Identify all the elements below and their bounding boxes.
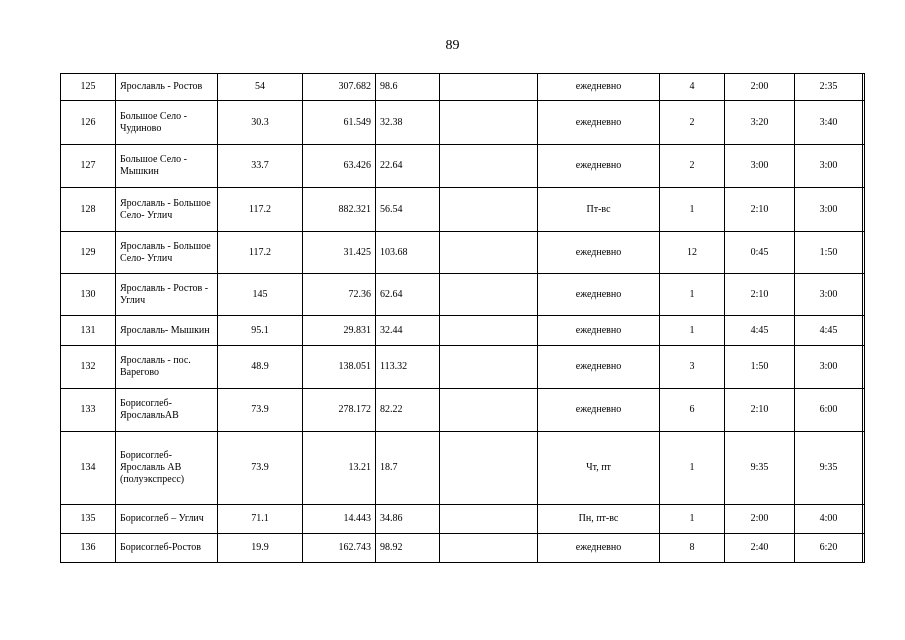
table-row — [61, 74, 865, 101]
route-empty-cell — [440, 188, 538, 232]
route-number: 126 — [61, 101, 116, 145]
route-distance: 33.7 — [218, 145, 303, 188]
route-empty-cell — [440, 346, 538, 389]
route-time-max: 1:50 — [795, 232, 863, 274]
route-value: 18.7 — [376, 432, 440, 505]
route-empty-cell — [440, 505, 538, 534]
table-row — [61, 316, 865, 346]
route-name: Большое Село - Чудиново — [116, 101, 218, 145]
route-time-min: 2:00 — [725, 505, 795, 534]
table-row — [61, 232, 865, 274]
route-time-min: 2:40 — [725, 534, 795, 563]
route-value: 31.425 — [303, 232, 376, 274]
route-frequency: Чт, пт — [538, 432, 660, 505]
route-value: 98.6 — [376, 74, 440, 101]
route-time-max: 4:00 — [795, 505, 863, 534]
route-extra-cell — [863, 316, 865, 346]
route-trip-count: 1 — [660, 432, 725, 505]
route-empty-cell — [440, 274, 538, 316]
route-time-max: 3:00 — [795, 145, 863, 188]
route-name: Ярославль - Большое Село- Углич — [116, 188, 218, 232]
route-time-max: 6:20 — [795, 534, 863, 563]
route-frequency: ежедневно — [538, 346, 660, 389]
route-time-min: 3:00 — [725, 145, 795, 188]
route-distance: 95.1 — [218, 316, 303, 346]
route-value: 32.44 — [376, 316, 440, 346]
route-extra-cell — [863, 432, 865, 505]
route-value: 61.549 — [303, 101, 376, 145]
route-extra-cell — [863, 101, 865, 145]
route-name: Ярославль - Ростов - Углич — [116, 274, 218, 316]
route-empty-cell — [440, 432, 538, 505]
route-extra-cell — [863, 145, 865, 188]
route-value: 56.54 — [376, 188, 440, 232]
route-time-max: 3:40 — [795, 101, 863, 145]
route-trip-count: 8 — [660, 534, 725, 563]
route-value: 82.22 — [376, 389, 440, 432]
route-distance: 145 — [218, 274, 303, 316]
route-empty-cell — [440, 101, 538, 145]
route-frequency: ежедневно — [538, 145, 660, 188]
route-number: 127 — [61, 145, 116, 188]
route-time-min: 2:10 — [725, 274, 795, 316]
route-value: 14.443 — [303, 505, 376, 534]
route-number: 131 — [61, 316, 116, 346]
route-empty-cell — [440, 74, 538, 101]
route-name: Ярославль - пос. Варегово — [116, 346, 218, 389]
page-number: 89 — [445, 38, 460, 53]
route-value: 32.38 — [376, 101, 440, 145]
route-distance: 71.1 — [218, 505, 303, 534]
route-value: 138.051 — [303, 346, 376, 389]
route-distance: 19.9 — [218, 534, 303, 563]
route-time-max: 4:45 — [795, 316, 863, 346]
route-extra-cell — [863, 188, 865, 232]
route-frequency: Пт-вс — [538, 188, 660, 232]
route-time-min: 2:10 — [725, 188, 795, 232]
route-frequency: ежедневно — [538, 232, 660, 274]
route-distance: 117.2 — [218, 232, 303, 274]
route-time-max: 2:35 — [795, 74, 863, 101]
route-empty-cell — [440, 389, 538, 432]
route-number: 128 — [61, 188, 116, 232]
route-trip-count: 2 — [660, 145, 725, 188]
route-number: 136 — [61, 534, 116, 563]
route-extra-cell — [863, 232, 865, 274]
route-trip-count: 6 — [660, 389, 725, 432]
route-name: Борисоглеб- Ярославль АВ (полуэкспресс) — [116, 432, 218, 505]
route-value: 98.92 — [376, 534, 440, 563]
route-trip-count: 2 — [660, 101, 725, 145]
route-frequency: ежедневно — [538, 101, 660, 145]
route-distance: 117.2 — [218, 188, 303, 232]
route-value: 882.321 — [303, 188, 376, 232]
table-row — [61, 145, 865, 188]
route-value: 29.831 — [303, 316, 376, 346]
route-extra-cell — [863, 534, 865, 563]
route-frequency: ежедневно — [538, 274, 660, 316]
route-number: 125 — [61, 74, 116, 101]
route-frequency: ежедневно — [538, 74, 660, 101]
route-name: Ярославль - Большое Село- Углич — [116, 232, 218, 274]
route-time-max: 3:00 — [795, 346, 863, 389]
route-frequency: ежедневно — [538, 316, 660, 346]
route-extra-cell — [863, 346, 865, 389]
route-name: Борисоглеб-Ростов — [116, 534, 218, 563]
route-trip-count: 1 — [660, 505, 725, 534]
table-row — [61, 432, 865, 505]
route-distance: 73.9 — [218, 389, 303, 432]
route-name: Борисоглеб – Углич — [116, 505, 218, 534]
route-value: 72.36 — [303, 274, 376, 316]
route-name: Ярославль- Мышкин — [116, 316, 218, 346]
route-distance: 54 — [218, 74, 303, 101]
route-extra-cell — [863, 505, 865, 534]
route-value: 22.64 — [376, 145, 440, 188]
route-time-min: 3:20 — [725, 101, 795, 145]
route-name: Ярославль - Ростов — [116, 74, 218, 101]
route-value: 63.426 — [303, 145, 376, 188]
table-row — [61, 188, 865, 232]
route-number: 129 — [61, 232, 116, 274]
route-distance: 48.9 — [218, 346, 303, 389]
route-time-min: 1:50 — [725, 346, 795, 389]
route-trip-count: 1 — [660, 274, 725, 316]
route-value: 162.743 — [303, 534, 376, 563]
route-time-max: 3:00 — [795, 274, 863, 316]
route-empty-cell — [440, 534, 538, 563]
route-distance: 30.3 — [218, 101, 303, 145]
route-value: 62.64 — [376, 274, 440, 316]
route-trip-count: 1 — [660, 188, 725, 232]
route-number: 133 — [61, 389, 116, 432]
route-extra-cell — [863, 389, 865, 432]
route-value: 103.68 — [376, 232, 440, 274]
table-row — [61, 505, 865, 534]
route-extra-cell — [863, 74, 865, 101]
route-time-max: 3:00 — [795, 188, 863, 232]
route-time-max: 6:00 — [795, 389, 863, 432]
route-time-min: 2:00 — [725, 74, 795, 101]
route-trip-count: 4 — [660, 74, 725, 101]
route-frequency: ежедневно — [538, 389, 660, 432]
route-extra-cell — [863, 274, 865, 316]
route-number: 132 — [61, 346, 116, 389]
route-value: 278.172 — [303, 389, 376, 432]
table-row — [61, 274, 865, 316]
route-value: 307.682 — [303, 74, 376, 101]
route-value: 13.21 — [303, 432, 376, 505]
route-frequency: Пн, пт-вс — [538, 505, 660, 534]
route-time-min: 0:45 — [725, 232, 795, 274]
route-empty-cell — [440, 316, 538, 346]
route-trip-count: 1 — [660, 316, 725, 346]
route-time-min: 4:45 — [725, 316, 795, 346]
route-number: 135 — [61, 505, 116, 534]
route-trip-count: 12 — [660, 232, 725, 274]
route-empty-cell — [440, 145, 538, 188]
table-row — [61, 346, 865, 389]
route-empty-cell — [440, 232, 538, 274]
table-row — [61, 534, 865, 563]
route-name: Большое Село - Мышкин — [116, 145, 218, 188]
route-time-max: 9:35 — [795, 432, 863, 505]
route-distance: 73.9 — [218, 432, 303, 505]
route-time-min: 2:10 — [725, 389, 795, 432]
route-value: 113.32 — [376, 346, 440, 389]
route-name: Борисоглеб- ЯрославльАВ — [116, 389, 218, 432]
route-value: 34.86 — [376, 505, 440, 534]
routes-table — [60, 73, 865, 563]
route-number: 134 — [61, 432, 116, 505]
route-frequency: ежедневно — [538, 534, 660, 563]
table-row — [61, 389, 865, 432]
table-row — [61, 101, 865, 145]
route-time-min: 9:35 — [725, 432, 795, 505]
route-trip-count: 3 — [660, 346, 725, 389]
route-number: 130 — [61, 274, 116, 316]
